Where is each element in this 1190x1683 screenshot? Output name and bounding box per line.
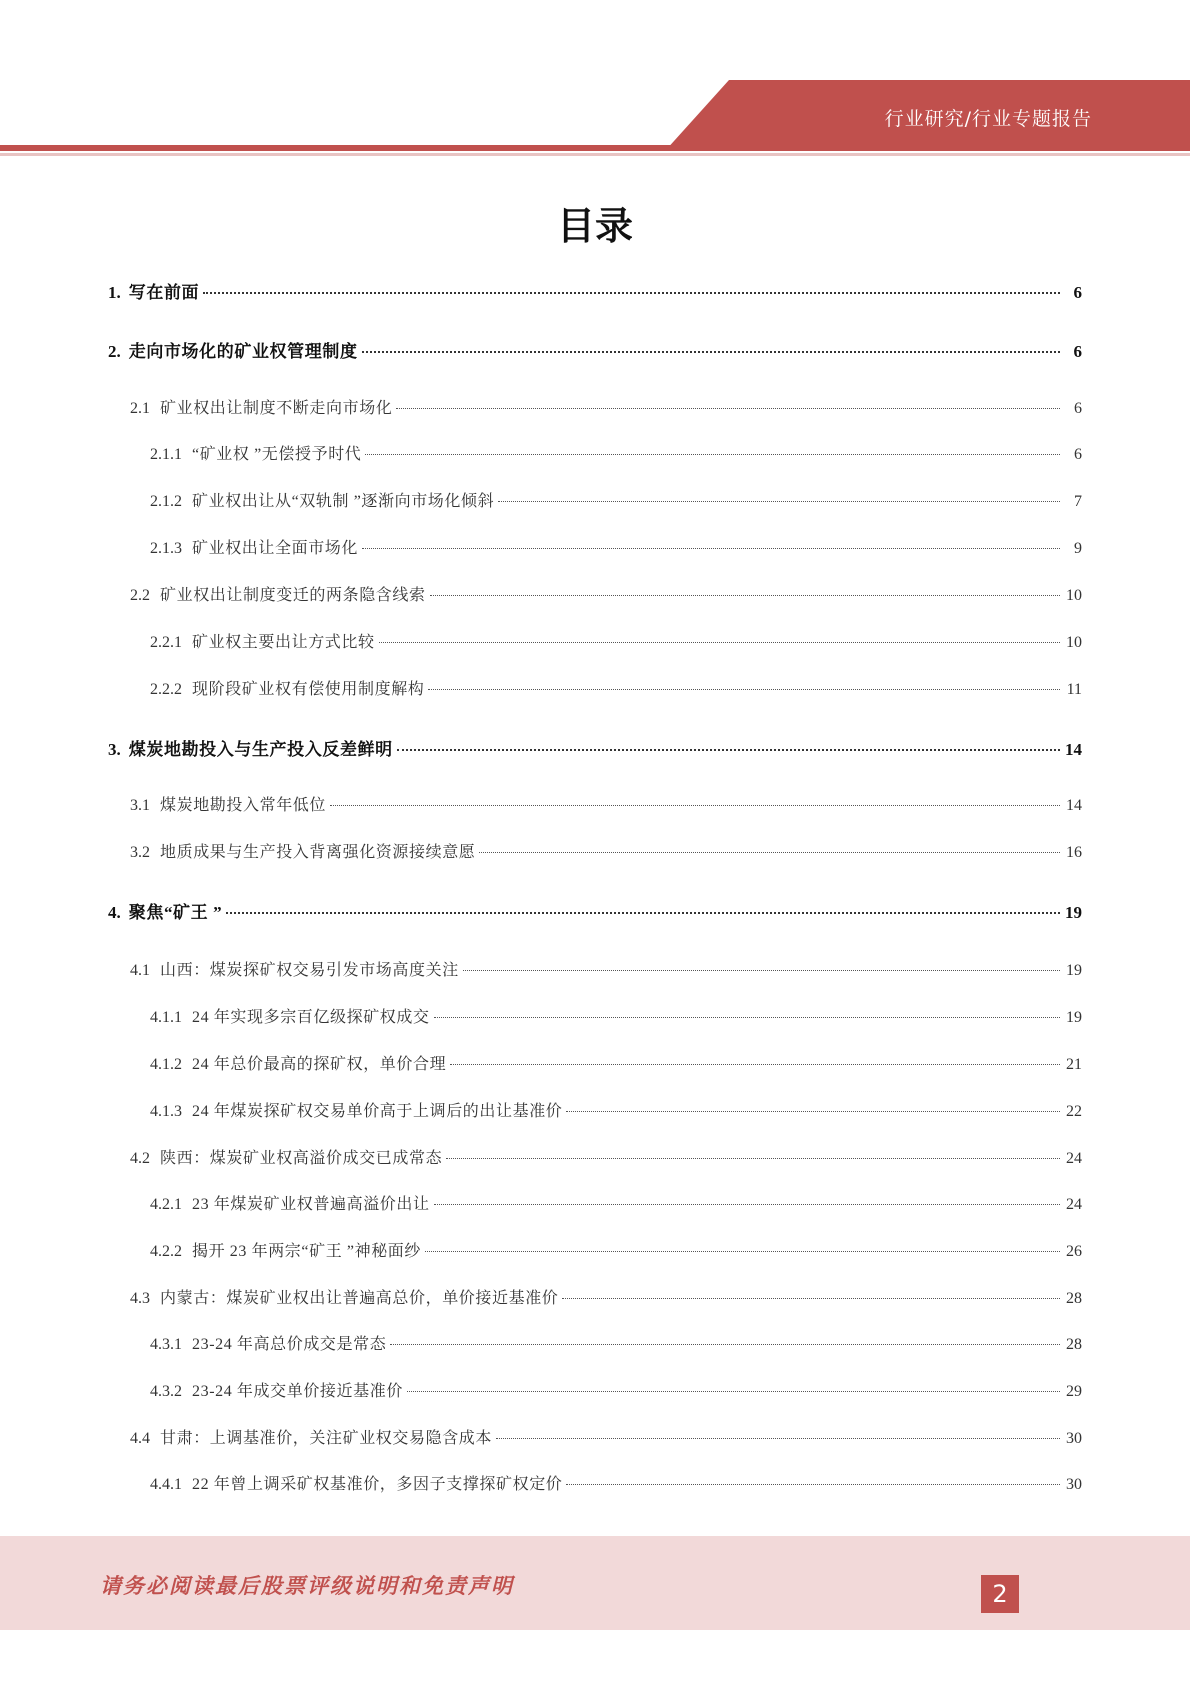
- toc-leader-dots: [566, 1111, 1060, 1112]
- toc-leader-dots: [463, 970, 1060, 971]
- toc-entry-title: 24 年煤炭探矿权交易单价高于上调后的出让基准价: [192, 1103, 563, 1120]
- toc-entry-page: 10: [1066, 587, 1082, 604]
- toc-entry-page: 11: [1066, 681, 1082, 698]
- toc-entry-page: 19: [1066, 962, 1082, 979]
- toc-leader-dots: [425, 1251, 1060, 1252]
- toc-entry[interactable]: [150, 1238, 1082, 1261]
- toc-entry-number: 4.1.1: [150, 1009, 182, 1026]
- page-title: 目录: [556, 204, 633, 248]
- toc-leader-dots: [397, 749, 1060, 751]
- footer-disclaimer: 请务必阅读最后股票评级说明和免责声明: [100, 1574, 514, 1598]
- toc-entry-page: 30: [1066, 1476, 1082, 1493]
- toc-leader-dots: [362, 351, 1060, 353]
- toc-leader-dots: [330, 805, 1060, 806]
- toc-entry-page: 22: [1066, 1103, 1082, 1120]
- toc-leader-dots: [566, 1484, 1060, 1485]
- toc-entry-page: 26: [1066, 1243, 1082, 1260]
- toc-entry-page: 29: [1066, 1383, 1082, 1400]
- toc-leader-dots: [407, 1391, 1060, 1392]
- toc-entry-number: 2.2: [130, 587, 150, 604]
- toc-entry[interactable]: [150, 1051, 1082, 1074]
- toc-entry-number: 4.1.2: [150, 1056, 182, 1073]
- toc-entry-page: 28: [1066, 1290, 1082, 1307]
- toc-entry-title: 聚焦“矿王 ”: [128, 903, 223, 922]
- toc-entry-number: 4.1: [130, 962, 150, 979]
- toc-entry[interactable]: [150, 441, 1082, 464]
- toc-entry-number: 2.1.3: [150, 540, 182, 557]
- toc-entry[interactable]: [130, 839, 1082, 862]
- toc-entry-page: 24: [1066, 1196, 1082, 1213]
- toc-entry-page: 14: [1065, 740, 1082, 759]
- toc-entry-number: 2.1.2: [150, 493, 182, 510]
- toc-entry-number: 2.1: [130, 400, 150, 417]
- toc-entry[interactable]: [150, 1004, 1082, 1027]
- toc-leader-dots: [226, 912, 1060, 914]
- toc-entry-page: 24: [1066, 1150, 1082, 1167]
- toc-entry-page: 16: [1066, 844, 1082, 861]
- toc-leader-dots: [203, 292, 1060, 294]
- toc-leader-dots: [396, 408, 1060, 409]
- toc-leader-dots: [434, 1204, 1060, 1205]
- toc-leader-dots: [434, 1017, 1060, 1018]
- toc-entry[interactable]: [130, 1425, 1082, 1448]
- toc-entry-number: 4.1.3: [150, 1103, 182, 1120]
- header-title: 行业研究/行业专题报告: [884, 108, 1092, 130]
- toc-entry-title: 煤炭地勘投入与生产投入反差鲜明: [128, 740, 393, 759]
- toc-entry-title: 矿业权出让制度变迁的两条隐含线索: [160, 587, 426, 604]
- toc-entry-number: 2.2.2: [150, 681, 182, 698]
- toc-entry-page: 6: [1074, 400, 1082, 417]
- toc-entry-title: 山西：煤炭探矿权交易引发市场高度关注: [160, 962, 459, 979]
- toc-entry-title: 23-24 年高总价成交是常态: [192, 1336, 387, 1353]
- toc-entry-page: 10: [1066, 634, 1082, 651]
- toc-entry-title: 23-24 年成交单价接近基准价: [192, 1383, 403, 1400]
- toc-entry[interactable]: [150, 629, 1082, 652]
- toc-entry[interactable]: [130, 792, 1082, 815]
- toc-leader-dots: [362, 548, 1060, 549]
- toc-entry-number: 2.1.1: [150, 446, 182, 463]
- toc-leader-dots: [562, 1298, 1060, 1299]
- toc-entry[interactable]: [130, 1145, 1082, 1168]
- toc-entry-title: 陕西：煤炭矿业权高溢价成交已成常态: [160, 1150, 443, 1167]
- toc-entry-number: 4.: [108, 903, 121, 922]
- toc-entry[interactable]: [150, 676, 1082, 699]
- toc-entry-number: 1.: [108, 283, 121, 302]
- toc-entry[interactable]: [150, 1331, 1082, 1354]
- toc-leader-dots: [365, 454, 1060, 455]
- toc-entry-title: 矿业权主要出让方式比较: [192, 634, 375, 651]
- toc-entry[interactable]: [108, 278, 1082, 303]
- toc-entry-number: 4.2.2: [150, 1243, 182, 1260]
- toc-entry-page: 6: [1073, 342, 1082, 361]
- toc-entry-page: 19: [1066, 1009, 1082, 1026]
- toc-entry-number: 4.3.1: [150, 1336, 182, 1353]
- toc-entry[interactable]: [108, 898, 1082, 923]
- toc-entry-page: 6: [1073, 283, 1082, 302]
- toc-entry[interactable]: [130, 1285, 1082, 1308]
- toc-entry-number: 2.2.1: [150, 634, 182, 651]
- toc-entry[interactable]: [150, 1378, 1082, 1401]
- toc-entry-number: 4.2: [130, 1150, 150, 1167]
- toc-entry-number: 3.: [108, 740, 121, 759]
- toc-entry-number: 3.2: [130, 844, 150, 861]
- toc-entry-number: 4.3: [130, 1290, 150, 1307]
- toc-entry-title: 24 年实现多宗百亿级探矿权成交: [192, 1009, 430, 1026]
- toc-leader-dots: [379, 642, 1060, 643]
- toc-entry-title: 煤炭地勘投入常年低位: [160, 797, 327, 814]
- toc-entry-number: 3.1: [130, 797, 150, 814]
- toc-entry[interactable]: [130, 957, 1082, 980]
- toc-leader-dots: [498, 501, 1060, 502]
- toc-entry-title: 矿业权出让从“双轨制 ”逐渐向市场化倾斜: [192, 493, 495, 510]
- toc-entry[interactable]: [108, 337, 1082, 362]
- toc-leader-dots: [479, 852, 1060, 853]
- toc-entry-title: 内蒙古：煤炭矿业权出让普遍高总价，单价接近基准价: [160, 1290, 559, 1307]
- toc-entry[interactable]: [150, 1191, 1082, 1214]
- toc-entry[interactable]: [150, 1471, 1082, 1494]
- toc-entry-number: 4.2.1: [150, 1196, 182, 1213]
- toc-entry-page: 28: [1066, 1336, 1082, 1353]
- toc-entry-title: 22 年曾上调采矿权基准价，多因子支撑探矿权定价: [192, 1476, 563, 1493]
- toc-entry-page: 7: [1074, 493, 1082, 510]
- toc-entry[interactable]: [108, 735, 1082, 760]
- toc-entry-title: 地质成果与生产投入背离强化资源接续意愿: [160, 844, 476, 861]
- toc-entry-page: 21: [1066, 1056, 1082, 1073]
- toc-leader-dots: [430, 595, 1060, 596]
- toc-leader-dots: [496, 1438, 1060, 1439]
- toc-entry-number: 2.: [108, 342, 121, 361]
- toc-entry[interactable]: [130, 395, 1082, 418]
- toc-entry-title: 矿业权出让制度不断走向市场化: [160, 400, 393, 417]
- toc-leader-dots: [450, 1064, 1060, 1065]
- page-number: 2: [981, 1575, 1019, 1613]
- toc-leader-dots: [428, 689, 1060, 690]
- toc-entry-title: 甘肃：上调基准价，关注矿业权交易隐含成本: [160, 1430, 493, 1447]
- toc-entry-title: 矿业权出让全面市场化: [192, 540, 359, 557]
- toc-entry[interactable]: [150, 535, 1082, 558]
- toc-entry-number: 4.3.2: [150, 1383, 182, 1400]
- toc-entry-number: 4.4: [130, 1430, 150, 1447]
- toc-entry[interactable]: [150, 1098, 1082, 1121]
- toc-entry-title: 23 年煤炭矿业权普遍高溢价出让: [192, 1196, 430, 1213]
- toc-entry-title: “矿业权 ”无偿授予时代: [192, 446, 362, 463]
- toc-entry[interactable]: [150, 488, 1082, 511]
- toc-entry[interactable]: [130, 582, 1082, 605]
- toc-entry-number: 4.4.1: [150, 1476, 182, 1493]
- toc-leader-dots: [446, 1158, 1060, 1159]
- toc-entry-page: 19: [1065, 903, 1082, 922]
- toc-entry-title: 揭开 23 年两宗“矿王 ”神秘面纱: [192, 1243, 422, 1260]
- toc-entry-page: 6: [1074, 446, 1082, 463]
- toc-entry-title: 走向市场化的矿业权管理制度: [128, 342, 358, 361]
- toc-entry-page: 14: [1066, 797, 1082, 814]
- toc-entry-title: 写在前面: [128, 283, 200, 302]
- toc-entry-title: 现阶段矿业权有偿使用制度解构: [192, 681, 425, 698]
- toc-entry-page: 9: [1074, 540, 1082, 557]
- toc-entry-title: 24 年总价最高的探矿权，单价合理: [192, 1056, 447, 1073]
- toc-leader-dots: [390, 1344, 1060, 1345]
- toc-entry-page: 30: [1066, 1430, 1082, 1447]
